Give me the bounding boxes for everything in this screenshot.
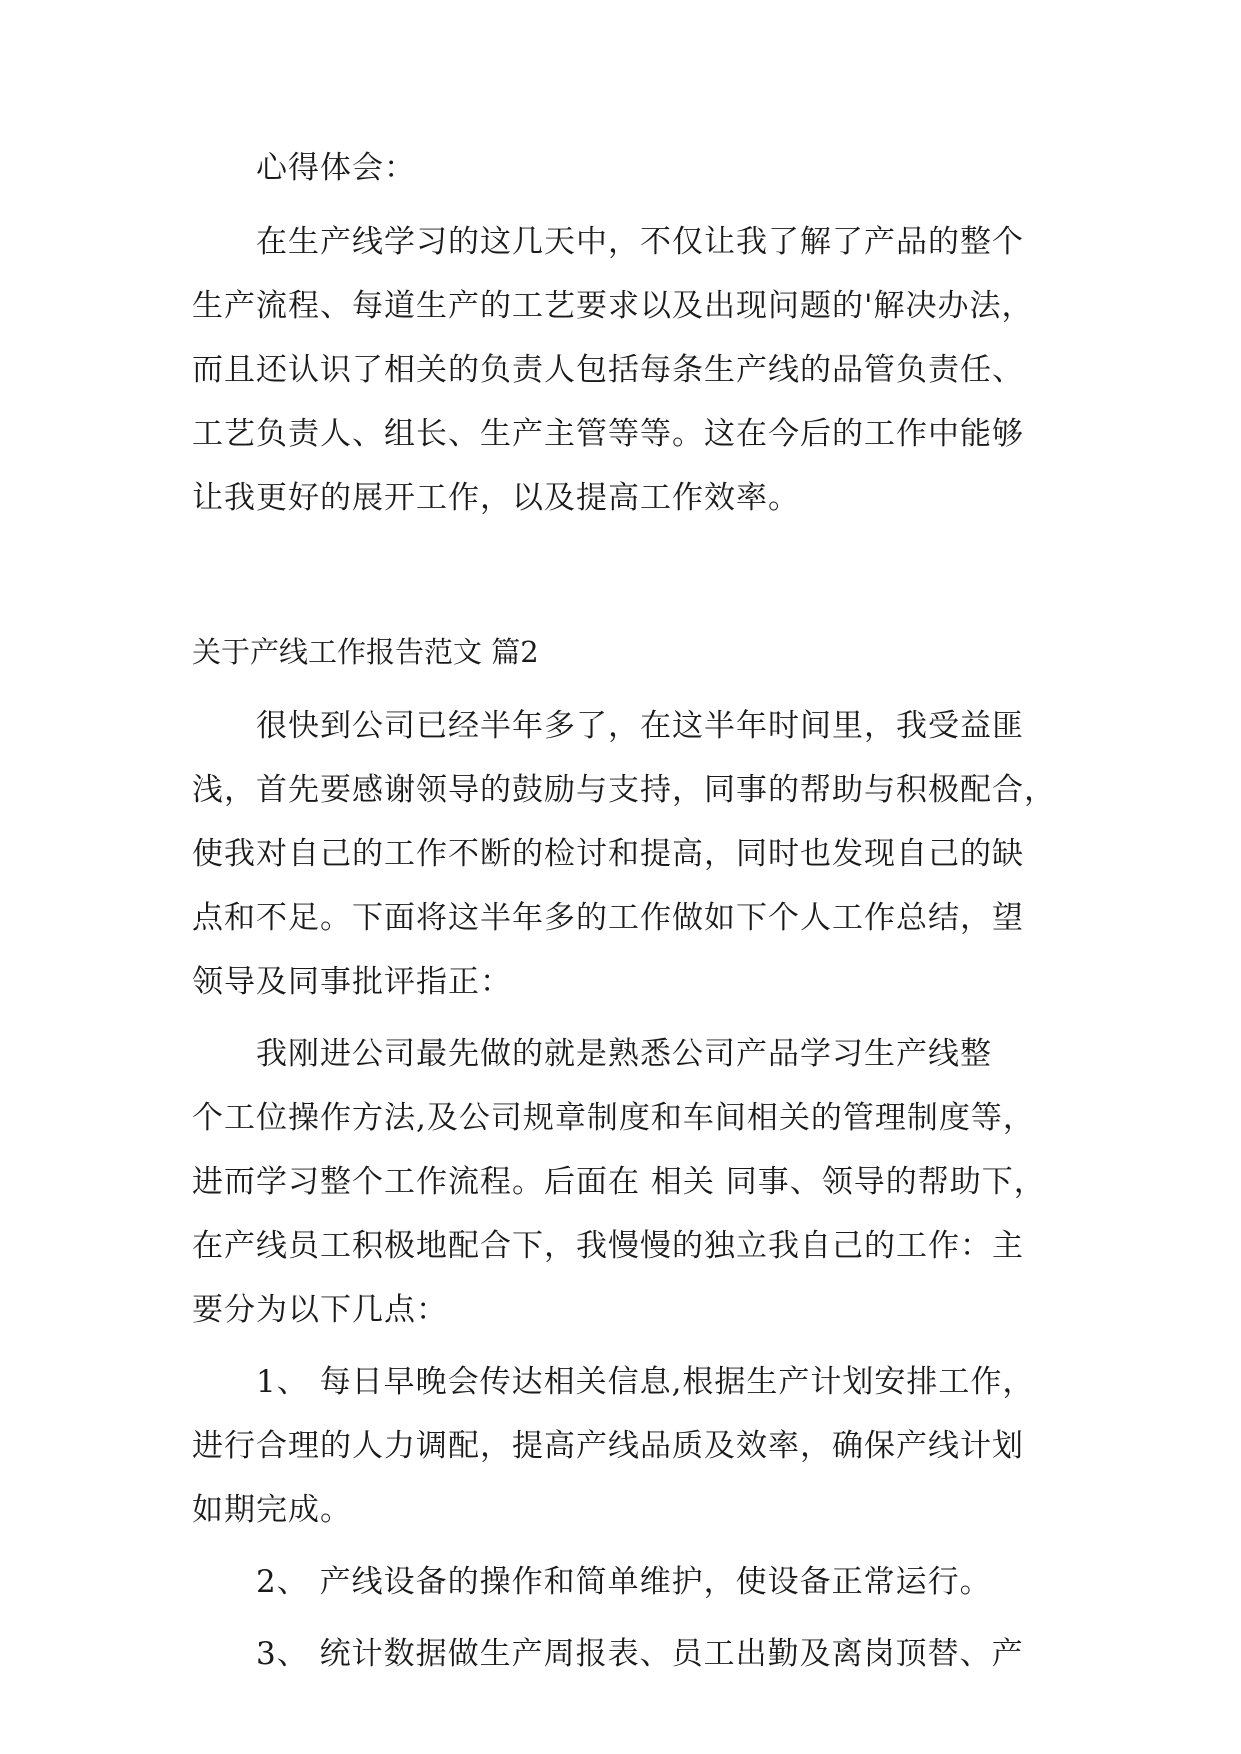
paragraph-line: 让我更好的展开工作，以及提高工作效率。 [192, 480, 800, 516]
paragraph-line: 使我对自己的工作不断的检讨和提高，同时也发现自己的缺 [192, 836, 1024, 872]
paragraph-line: 点和不足。下面将这半年多的工作做如下个人工作总结，望 [192, 900, 1024, 936]
paragraph-line: 很快到公司已经半年多了，在这半年时间里，我受益匪 [256, 708, 1024, 744]
paragraph-line: 而且还认识了相关的负责人包括每条生产线的品管负责任、 [192, 352, 1024, 388]
list-item-line: 2、 产线设备的操作和简单维护，使设备正常运行。 [256, 1564, 992, 1600]
paragraph-line: 在产线员工积极地配合下，我慢慢的独立我自己的工作：主 [192, 1228, 1024, 1264]
paragraph-line: 生产流程、每道生产的工艺要求以及出现问题的'解决办法， [192, 288, 1034, 324]
paragraph-line: 工艺负责人、组长、生产主管等等。这在今后的工作中能够 [192, 416, 1024, 452]
section-title: 心得体会： [256, 150, 416, 186]
paragraph-line: 在生产线学习的这几天中，不仅让我了解了产品的整个 [256, 224, 1024, 260]
list-item-line: 如期完成。 [192, 1492, 352, 1528]
list-item-line: 1、 每日早晚会传达相关信息,根据生产计划安排工作， [256, 1364, 1035, 1400]
paragraph-line: 要分为以下几点： [192, 1292, 448, 1328]
section-heading: 关于产线工作报告范文 篇2 [192, 635, 539, 669]
list-item-line: 3、 统计数据做生产周报表、员工出勤及离岗顶替、产 [256, 1636, 1024, 1672]
paragraph-line: 领导及同事批评指正： [192, 964, 512, 1000]
paragraph-line: 我刚进公司最先做的就是熟悉公司产品学习生产线整 [256, 1036, 992, 1072]
paragraph-line: 个工位操作方法,及公司规章制度和车间相关的管理制度等， [192, 1100, 1035, 1136]
paragraph-line: 进而学习整个工作流程。后面在 相关 同事、领导的帮助下， [192, 1164, 1046, 1200]
paragraph-line: 浅，首先要感谢领导的鼓励与支持，同事的帮助与积极配合， [192, 772, 1056, 808]
list-item-line: 进行合理的人力调配，提高产线品质及效率，确保产线计划 [192, 1428, 1024, 1464]
